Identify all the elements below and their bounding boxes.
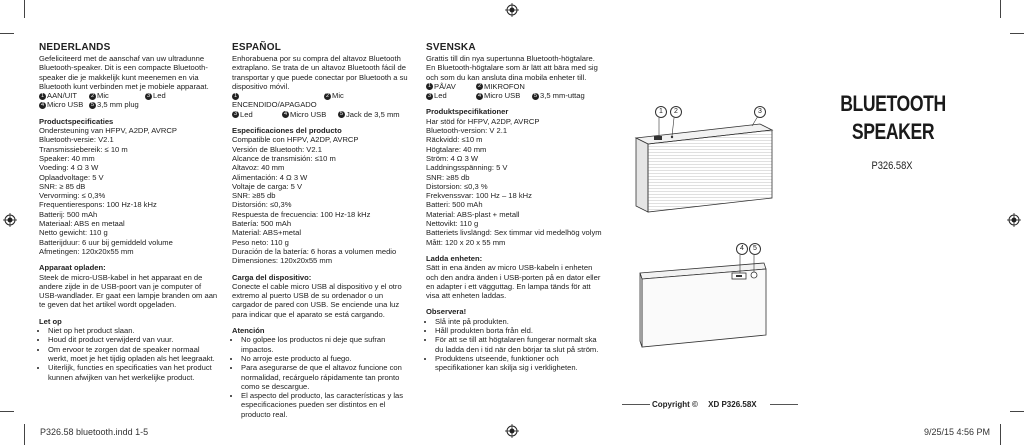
spec-line: Ondersteuning van HFPV, A2DP, AVRCP <box>39 126 177 136</box>
spec-line: Oplaadvoltage: 5 V <box>39 172 104 182</box>
crop-mark <box>0 411 14 412</box>
charge-text: Conecte el cable micro USB al dispositivo y el otro extremo al puerto USB de su ordenador o un cargador de pared con USB. Se enciende una luz para indicar que el aparato se está cargando. <box>232 281 402 319</box>
crop-mark <box>1000 0 1001 18</box>
spec-line: Räckvidd: ≤10 m <box>426 135 483 145</box>
number-5-icon: 5 <box>339 111 344 118</box>
spec-line: Mått: 120 x 20 x 55 mm <box>426 237 506 247</box>
spec-line: Dimensiones: 120x20x55 mm <box>232 256 333 266</box>
spec-title: Especificaciones del producto <box>232 126 342 136</box>
intro-text: Enhorabuena por su compra del altavoz Bluetooth extraplano. Se trata de un altavoz Bluetooth fácil de transportar y que puede conectar por Bluetooth a su dispositivo móvil. <box>232 54 408 91</box>
charge-text: Sätt in ena änden av micro USB-kabeln i enheten och den andra änden i USB-porten på en dator eller en adapter i ett vägguttag. En lampa tänds för att visa att enheten laddas. <box>426 263 601 301</box>
part-item: 5 Jack de 3,5 mm <box>339 109 400 119</box>
part-item: 3 Led <box>427 91 447 101</box>
callout-4: 4 <box>736 243 748 255</box>
intro-text: Gefeliciteerd met de aanschaf van uw ultradunne Bluetooth-speaker. Dit is een compacte Bluetooth-speaker die je makkelijk kunt meenemen en via Bluetooth kunt verbinden met je mobiele apparaat. <box>39 54 209 91</box>
spec-line: Högtalare: 40 mm <box>426 144 487 154</box>
charge-title: Ladda enheten: <box>426 253 483 263</box>
parts-list <box>426 82 606 91</box>
part-item: 3 Led <box>233 109 253 119</box>
part-item: 1 AAN/UIT <box>40 91 77 101</box>
spec-line: Batterij: 500 mAh <box>39 209 98 219</box>
number-1-icon: 1 <box>427 83 432 90</box>
number-4-icon: 4 <box>40 101 45 108</box>
cover-title-line1: BLUETOOTH <box>840 91 946 116</box>
spec-line: Compatible con HFPV, A2DP, AVRCP <box>232 135 359 145</box>
column-espanol <box>232 42 412 419</box>
warning-item: • El aspecto del producto, las características y las especificaciones pueden ser distintos en el producto real. <box>241 391 412 419</box>
spec-line: Duración de la batería: 6 horas a volumen medio <box>232 246 397 256</box>
warning-item: • No golpee los productos ni deje que sufran impactos. <box>241 335 412 354</box>
registration-mark-icon <box>1007 213 1021 227</box>
spec-line: Afmetingen: 120x20x55 mm <box>39 246 134 256</box>
spec-line: Material: ABS+metal <box>232 228 302 238</box>
model-number: P326.58X <box>871 160 913 172</box>
charge-text: Steek de micro-USB-kabel in het apparaat en de andere zijde in de USB-poort van je computer of USB-wandlader. Er gaat een lampje branden om aan te geven dat het artikel wordt opgeladen. <box>39 272 218 310</box>
part-item: 2 MIKROFON <box>477 81 525 91</box>
spec-line: Laddningsspänning: 5 V <box>426 163 508 173</box>
callout-1: 1 <box>655 106 667 118</box>
spec-line: Distorsion: ≤0,3 % <box>426 181 488 191</box>
crop-mark <box>1010 411 1024 412</box>
section-heading: ESPAÑOL <box>232 42 281 53</box>
parts-list <box>232 91 412 110</box>
spec-line: Har stöd för HFPV, A2DP, AVRCP <box>426 116 540 126</box>
warning-item: • Houd dit product verwijderd van vuur. <box>48 335 219 344</box>
warning-item: • Para asegurarse de que el altavoz funcione con normalidad, recárguelo rápidamente tan pronto como se descargue. <box>241 363 412 391</box>
crop-mark <box>24 424 25 445</box>
warning-item: • Slå inte på produkten. <box>435 317 606 326</box>
registration-mark-icon <box>505 424 519 438</box>
spec-list <box>232 135 412 265</box>
part-item: 4 Micro USB <box>40 100 84 110</box>
crop-mark <box>1010 33 1024 34</box>
spec-line: Distorsión: ≤0,3% <box>232 200 292 210</box>
warning-title: Observera! <box>426 307 467 317</box>
callout-3: 3 <box>754 106 766 118</box>
spec-line: Ström: 4 Ω 3 W <box>426 153 479 163</box>
registration-mark-icon <box>505 3 519 17</box>
number-4-icon: 4 <box>283 111 288 118</box>
speaker-side-illustration <box>636 255 776 355</box>
speaker-front-illustration <box>632 110 782 220</box>
registration-mark-icon <box>3 213 17 227</box>
copyright-label: Copyright © <box>652 400 698 409</box>
warning-item: • För att se till att högtalaren fungerar normalt ska du ladda den i tid när den börjar ta slut på ström. <box>435 335 606 354</box>
number-3-icon: 3 <box>146 92 151 99</box>
number-5-icon: 5 <box>90 101 95 108</box>
warning-item: • Uiterlijk, functies en specificaties van het product kunnen afwijken van het werkelijke product. <box>48 363 219 382</box>
spec-line: Materiaal: ABS en metaal <box>39 219 125 229</box>
number-3-icon: 3 <box>233 111 238 118</box>
spec-line: Bluetooth-version: V 2.1 <box>426 126 508 136</box>
spec-line: Transmissiebereik: ≤ 10 m <box>39 144 128 154</box>
spec-line: Alimentación: 4 Ω 3 W <box>232 172 308 182</box>
number-2-icon: 2 <box>90 92 95 99</box>
warning-list <box>426 317 606 373</box>
callout-2: 2 <box>670 106 682 118</box>
spec-line: Material: ABS-plast + metall <box>426 209 520 219</box>
warning-item: • Håll produkten borta från eld. <box>435 326 606 335</box>
warning-item: • Om ervoor te zorgen dat de speaker normaal werkt, moet je het tijdig opladen als het leegraakt. <box>48 345 219 364</box>
column-svenska <box>426 42 606 373</box>
spec-line: Vervorming: ≤ 0,3% <box>39 191 106 201</box>
part-item: 2 Mic <box>325 91 344 101</box>
warning-list <box>232 335 412 419</box>
spec-line: Speaker: 40 mm <box>39 153 95 163</box>
spec-line: Netto gewicht: 110 g <box>39 228 108 238</box>
spec-line: SNR: ≥85 db <box>426 172 470 182</box>
spec-line: Versión de Bluetooth: V2.1 <box>232 144 322 154</box>
warning-title: Let op <box>39 316 62 326</box>
warning-item: • Niet op het product slaan. <box>48 326 219 335</box>
crop-mark <box>24 0 25 18</box>
spec-line: Altavoz: 40 mm <box>232 163 285 173</box>
parts-list <box>232 110 412 119</box>
part-item: 4 Micro USB <box>283 109 327 119</box>
number-2-icon: 2 <box>477 83 482 90</box>
number-5-icon: 5 <box>533 92 538 99</box>
cover-title <box>833 90 953 146</box>
divider <box>622 404 650 405</box>
charge-title: Apparaat opladen: <box>39 263 106 273</box>
warning-title: Atención <box>232 326 265 336</box>
spec-line: SNR: ≥ 85 dB <box>39 181 86 191</box>
number-1-icon: 1 <box>40 92 45 99</box>
part-item: 2 Mic <box>90 91 109 101</box>
part-item: 3 Led <box>146 91 166 101</box>
section-heading: NEDERLANDS <box>39 42 111 53</box>
spec-line: Peso neto: 110 g <box>232 237 289 247</box>
charge-title: Carga del dispositivo: <box>232 272 312 282</box>
number-3-icon: 3 <box>427 92 432 99</box>
footer-timestamp: 9/25/15 4:56 PM <box>924 427 991 437</box>
warning-item: • Produktens utseende, funktioner och specifikationer kan skilja sig i verkligheten. <box>435 354 606 373</box>
cover-title-line2: SPEAKER <box>851 119 935 144</box>
intro-text: Grattis till din nya supertunna Bluetooth-högtalare. En Bluetooth-högtalare som är lätt att bära med sig och som du kan ansluta dina mobila enheter till. <box>426 54 598 82</box>
part-item: 1ENCENDIDO/APAGADO <box>232 92 317 110</box>
divider <box>770 404 798 405</box>
footer-filename: P326.58 bluetooth.indd 1-5 <box>40 427 149 437</box>
spec-line: Frekvenssvar: 100 Hz – 18 kHz <box>426 191 532 201</box>
parts-list <box>426 91 606 100</box>
spec-line: Voltaje de carga: 5 V <box>232 181 303 191</box>
spec-line: Respuesta de frecuencia: 100 Hz-18 kHz <box>232 209 371 219</box>
spec-line: Batteri: 500 mAh <box>426 200 483 210</box>
spec-line: SNR: ≥85 db <box>232 191 276 201</box>
parts-list <box>39 91 219 110</box>
spec-list <box>39 126 219 256</box>
part-item: 1 PÅ/AV <box>427 81 456 91</box>
part-item: 5 3,5 mm plug <box>90 100 139 110</box>
spec-line: Batterijduur: 6 uur bij gemiddeld volume <box>39 237 173 247</box>
spec-line: Batteriets livslängd: Sex timmar vid medelhög volym <box>426 228 602 238</box>
crop-mark <box>1000 424 1001 445</box>
spec-list <box>426 117 606 247</box>
spec-line: Voeding: 4 Ω 3 W <box>39 163 99 173</box>
section-heading: SVENSKA <box>426 42 476 53</box>
spec-line: Bluetooth-versie: V2.1 <box>39 135 114 145</box>
number-4-icon: 4 <box>477 92 482 99</box>
number-2-icon: 2 <box>325 92 330 99</box>
warning-list <box>39 326 219 382</box>
spec-title: Produktspecifikationer <box>426 107 509 117</box>
spec-title: Productspecificaties <box>39 116 114 126</box>
spec-line: Nettovikt: 110 g <box>426 219 479 229</box>
column-nederlands <box>39 42 219 382</box>
copyright <box>652 400 757 409</box>
spec-line: Alcance de transmisión: ≤10 m <box>232 153 336 163</box>
warning-item: • No arroje este producto al fuego. <box>241 354 412 363</box>
part-item: 5 3,5 mm-uttag <box>533 91 585 101</box>
number-1-icon: 1 <box>233 92 238 99</box>
spec-line: Frequentierespons: 100 Hz-18 kHz <box>39 200 157 210</box>
crop-mark <box>0 33 14 34</box>
copyright-code: XD P326.58X <box>708 400 757 409</box>
part-item: 4 Micro USB <box>477 91 521 101</box>
callout-5: 5 <box>749 243 761 255</box>
spec-line: Batería: 500 mAh <box>232 219 292 229</box>
